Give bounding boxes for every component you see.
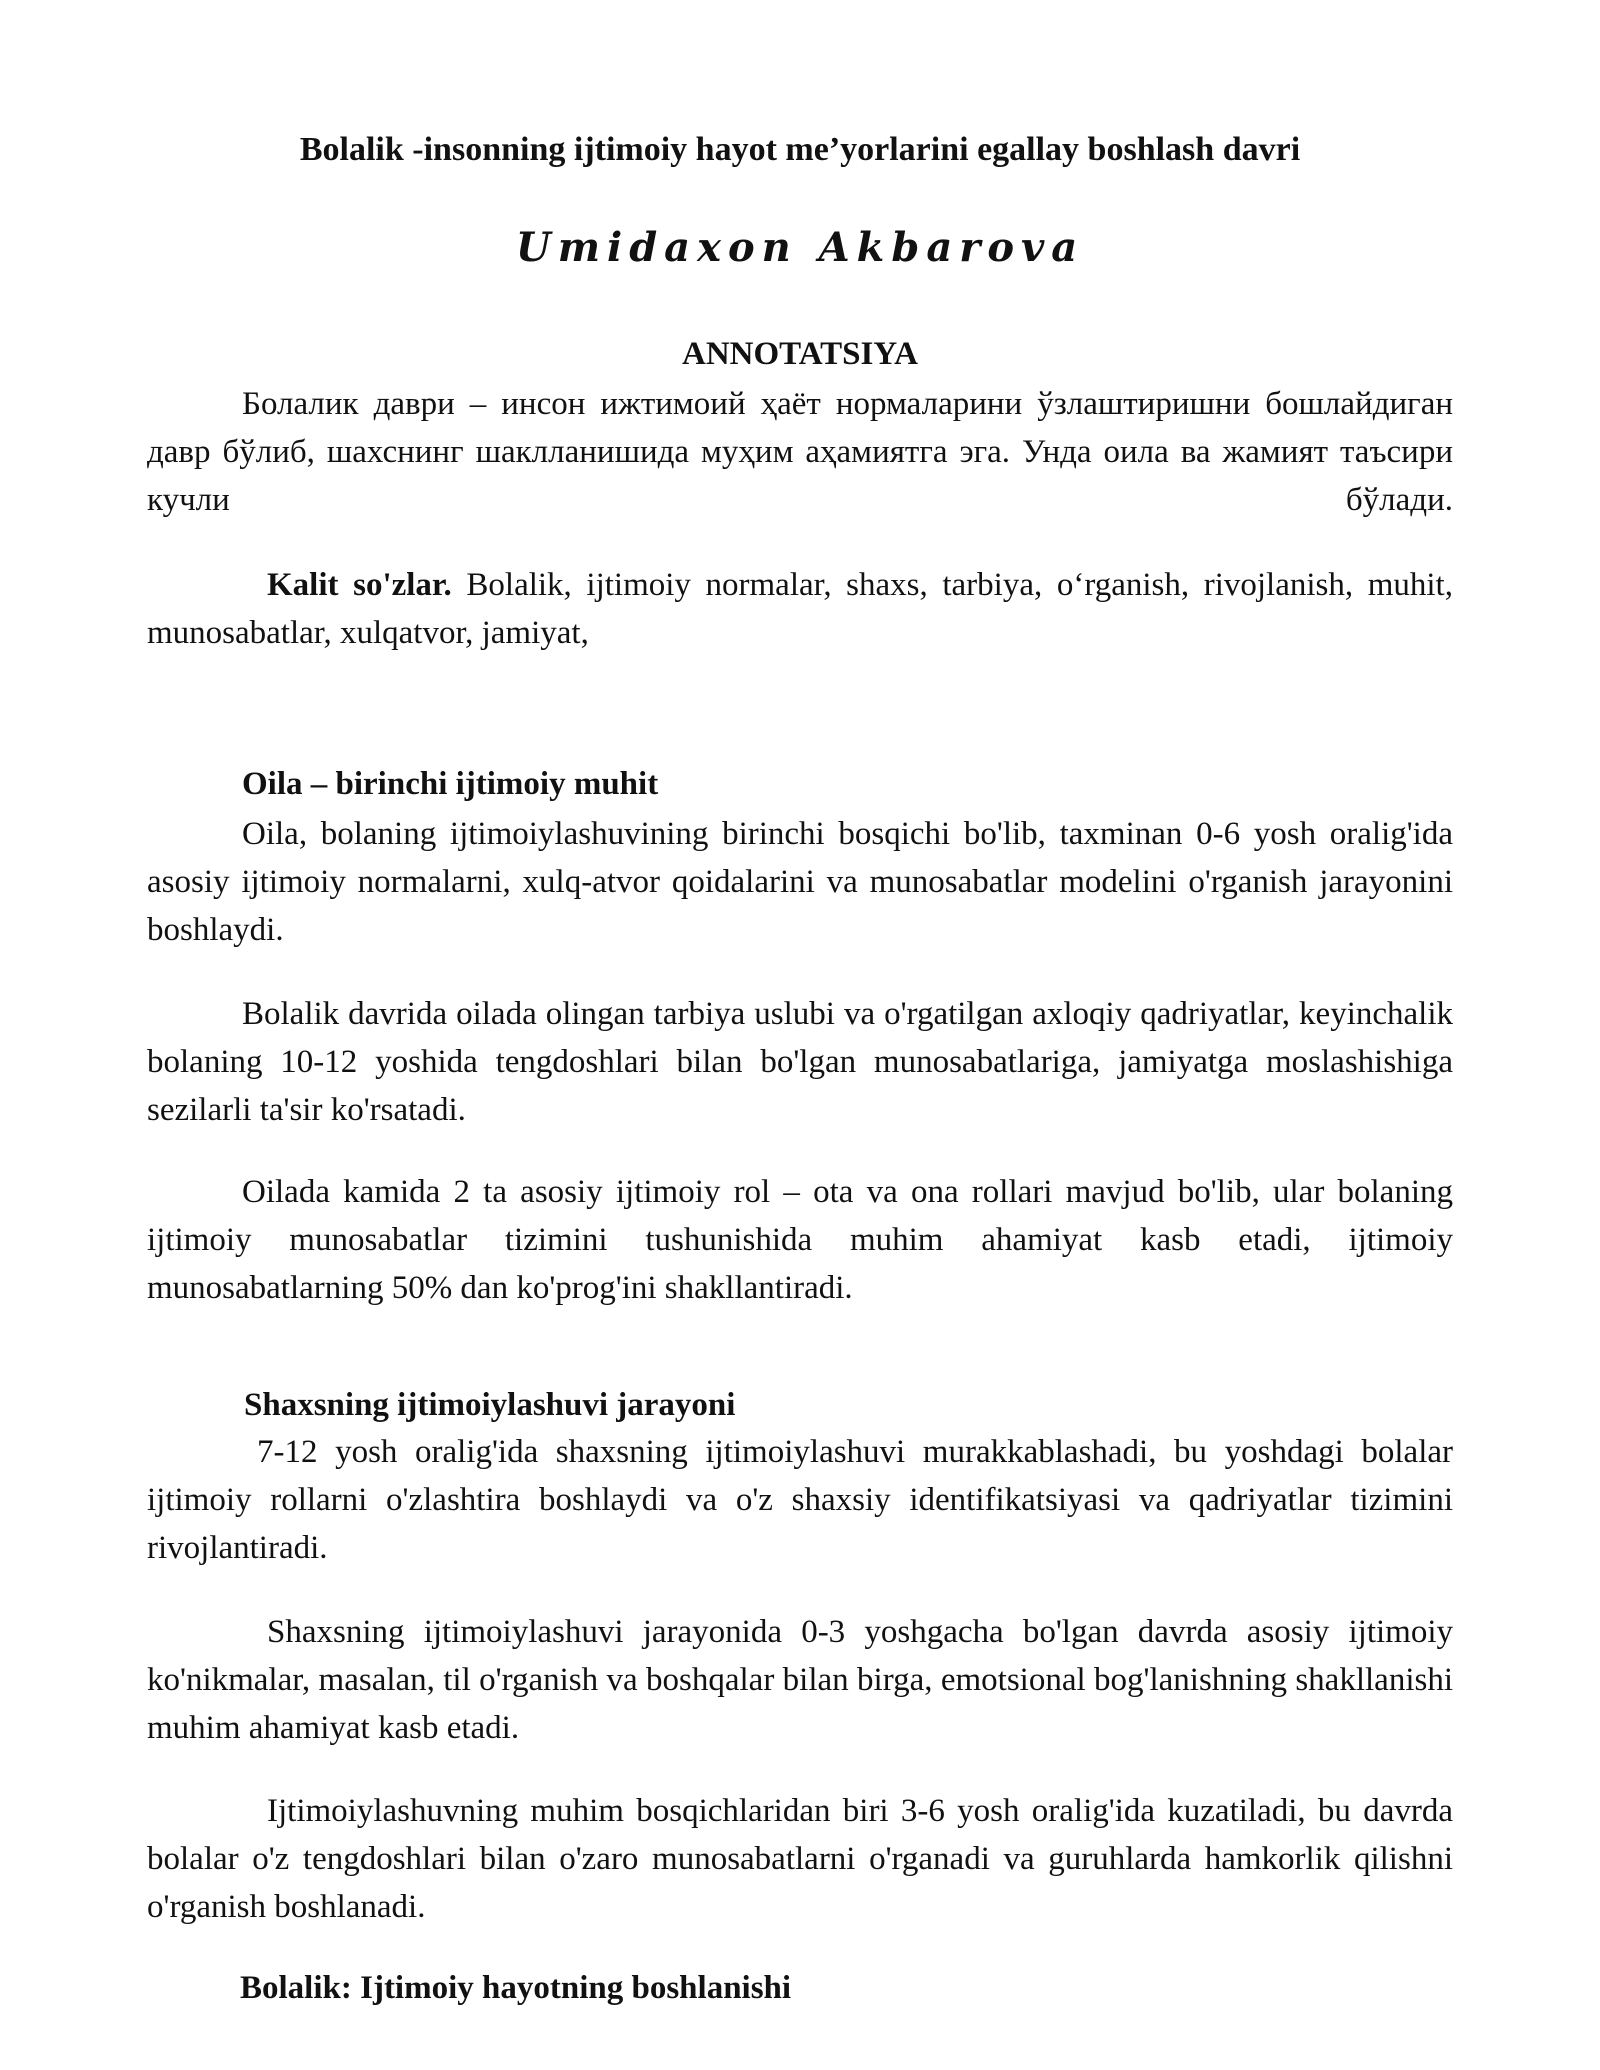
- section-paragraph: Bolalik davrida oilada olingan tarbiya uslubi va o'rgatilgan axloqiy qadriyatlar, keyinchalik bolaning 10-12 yoshida tengdoshlari bilan bo'lgan munosabatlariga, jamiyatga moslashishiga sezilarli ta'sir ko'rsatadi.: [147, 996, 1453, 1128]
- section-heading-family: Oila – birinchi ijtimoiy muhit: [242, 766, 659, 802]
- section-paragraph: Oilada kamida 2 ta asosiy ijtimoiy rol – ota va ona rollari mavjud bo'lib, ular bolaning ijtimoiy munosabatlar tizimini tushunishida muhim ahamiyat kasb etadi, ijtimoiy munosabatlarning 50% dan ko'prog'ini shakllantiradi.: [147, 1174, 1453, 1306]
- annotation-text: Болалик даври – инсон ижтимоий ҳаёт нормаларини ўзлаштиришни бошлайдиган давр бўлиб, шахснинг шаклланишида муҳим аҳамиятга эга. Унда оила ва жамият таъсири кучли бўлади.: [147, 386, 1453, 518]
- section-paragraph: Shaxsning ijtimoiylashuvi jarayonida 0-3 yoshgacha bo'lgan davrda asosiy ijtimoiy ko'nikmalar, masalan, til o'rganish va boshqalar bilan birga, emotsional bog'lanishning shakllanishi muhim ahamiyat kasb etadi.: [147, 1614, 1453, 1746]
- section-paragraph: Oila, bolaning ijtimoiylashuvining birinchi bosqichi bo'lib, taxminan 0-6 yosh oralig'ida asosiy ijtimoiy normalarni, xulq-atvor qoidalarini va munosabatlar modelini o'rganish jarayonini boshlaydi.: [147, 816, 1453, 948]
- section-paragraph: 7-12 yosh oralig'ida shaxsning ijtimoiylashuvi murakkablashadi, bu yoshdagi bolalar ijtimoiy rollarni o'zlashtira boshlaydi va o'z shaxsiy identifikatsiyasi va qadriyatlar tizimini rivojlantiradi.: [147, 1434, 1453, 1566]
- annotation-heading: ANNOTATSIYA: [682, 336, 918, 372]
- keywords-paragraph: [147, 561, 1453, 657]
- document-title: Bolalik -insonning ijtimoiy hayot me’yorlarini egallay boshlash davri: [299, 131, 1301, 168]
- document-page: [147, 0, 1453, 2070]
- section-heading-socialization: Shaxsning ijtimoiylashuvi jarayoni: [244, 1387, 736, 1423]
- section-paragraph: Ijtimoiylashuvning muhim bosqichlaridan biri 3-6 yosh oralig'ida kuzatiladi, bu davrda bolalar o'z tengdoshlari bilan o'zaro munosabatlarni o'rganadi va guruhlarda hamkorlik qilishni o'rganish boshlanadi.: [147, 1793, 1453, 1925]
- author-name: Umidaxon Akbarova: [515, 224, 1085, 271]
- section-heading-childhood: Bolalik: Ijtimoiy hayotning boshlanishi: [240, 1970, 792, 2006]
- keywords-text: Bolalik, ijtimoiy normalar, shaxs, tarbiya, o‘rganish, rivojlanish, muhit, munosabatlar, xulqatvor, jamiyat,: [147, 567, 1453, 651]
- keywords-label: Kalit so'zlar.: [267, 567, 452, 603]
